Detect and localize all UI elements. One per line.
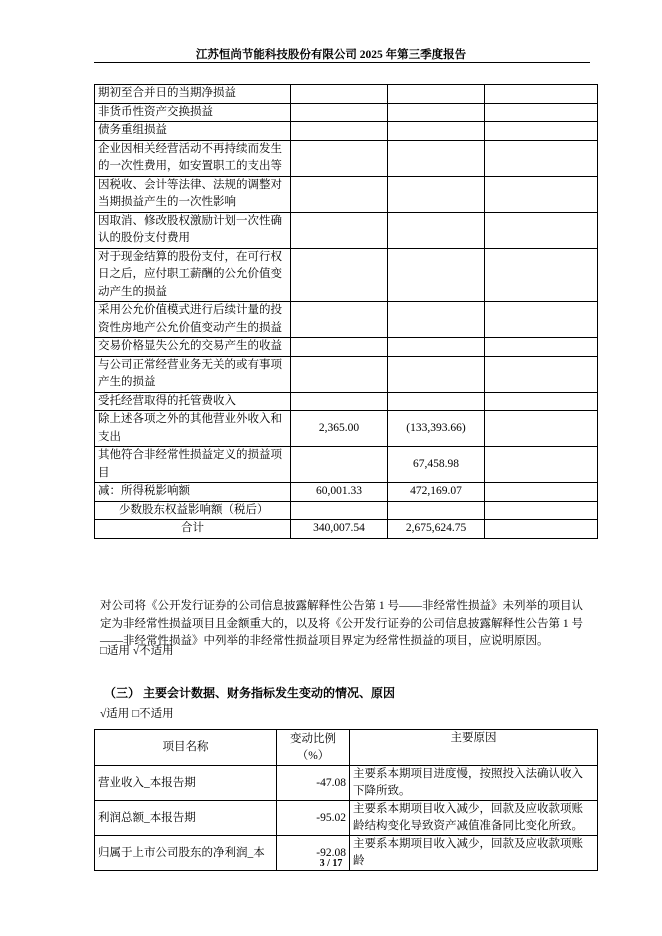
cell-ytd	[388, 356, 485, 392]
cell-ytd: (133,393.66)	[388, 411, 485, 447]
page-number: 3 / 17	[319, 858, 343, 869]
cell-note	[485, 122, 598, 141]
table-header-row	[95, 730, 598, 766]
cell-note	[485, 447, 598, 483]
table-row	[95, 411, 598, 447]
cell-ytd	[388, 338, 485, 357]
applicability-options: □适用 √不适用	[100, 645, 174, 657]
cell-ytd	[388, 140, 485, 176]
cell-note	[485, 176, 598, 212]
change-ratio: -95.02	[277, 801, 350, 836]
row-label: 对于现金结算的股份支付，在可行权日之后，应付职工薪酬的公允价值变动产生的损益	[95, 248, 291, 302]
table-row	[95, 356, 598, 392]
cell-ytd: 472,169.07	[388, 483, 485, 502]
cell-note	[485, 302, 598, 338]
table-row	[95, 248, 598, 302]
cell-note	[485, 501, 598, 520]
row-label: 其他符合非经常性损益定义的损益项目	[95, 447, 291, 483]
table-row	[95, 766, 598, 801]
row-label: 非货币性资产交换损益	[95, 103, 291, 122]
cell-note	[485, 85, 598, 104]
cell-current	[291, 338, 388, 357]
cell-current	[291, 85, 388, 104]
row-label: 期初至合并日的当期净损益	[95, 85, 291, 104]
item-name: 营业收入_本报告期	[95, 766, 277, 801]
cell-ytd	[388, 103, 485, 122]
row-label: 采用公允价值模式进行后续计量的投资性房地产公允价值变动产生的损益	[95, 302, 291, 338]
row-label: 债务重组损益	[95, 122, 291, 141]
row-label: 除上述各项之外的其他营业外收入和支出	[95, 411, 291, 447]
cell-note	[485, 338, 598, 357]
main-reason: 主要系本期项目进度慢，按照投入法确认收入下降所致。	[350, 766, 598, 801]
cell-current	[291, 356, 388, 392]
row-label: 受托经营取得的托管费收入	[95, 392, 291, 411]
cell-note	[485, 411, 598, 447]
cell-current	[291, 212, 388, 248]
cell-current	[291, 122, 388, 141]
change-ratio: -92.08	[277, 836, 350, 871]
cell-note	[485, 103, 598, 122]
item-name: 归属于上市公司股东的净利润_本	[95, 836, 277, 871]
table-row	[95, 140, 598, 176]
row-label: 因取消、修改股权激励计划一次性确认的股份支付费用	[95, 212, 291, 248]
cell-current	[291, 176, 388, 212]
table-row	[95, 801, 598, 836]
cell-current: 2,365.00	[291, 411, 388, 447]
table-row	[95, 520, 598, 539]
cell-note	[485, 248, 598, 302]
table-row	[95, 338, 598, 357]
table-row	[95, 392, 598, 411]
main-reason: 主要系本期项目收入减少，回款及应收款项账龄	[350, 836, 598, 871]
non-recurring-items-table	[94, 84, 598, 539]
cell-current	[291, 392, 388, 411]
row-label: 与公司正常经营业务无关的或有事项产生的损益	[95, 356, 291, 392]
cell-current	[291, 447, 388, 483]
table-row	[95, 483, 598, 502]
cell-ytd	[388, 176, 485, 212]
header-divider	[94, 62, 590, 63]
cell-note	[485, 212, 598, 248]
row-label: 减：所得税影响额	[95, 483, 291, 502]
cell-ytd	[388, 302, 485, 338]
table-row	[95, 212, 598, 248]
header-change-ratio: 变动比例（%）	[277, 730, 350, 766]
cell-current	[291, 501, 388, 520]
cell-ytd: 2,675,624.75	[388, 520, 485, 539]
cell-ytd	[388, 501, 485, 520]
cell-ytd	[388, 212, 485, 248]
cell-ytd: 67,458.98	[388, 447, 485, 483]
row-label: 企业因相关经营活动不再持续而发生的一次性费用，如安置职工的支出等	[95, 140, 291, 176]
cell-current	[291, 103, 388, 122]
table-row	[95, 302, 598, 338]
header-main-reason: 主要原因	[350, 730, 598, 766]
table-row	[95, 85, 598, 104]
header-item-name: 项目名称	[95, 730, 277, 766]
cell-ytd	[388, 248, 485, 302]
cell-ytd	[388, 122, 485, 141]
change-ratio: -47.08	[277, 766, 350, 801]
cell-note	[485, 520, 598, 539]
table-row	[95, 122, 598, 141]
cell-current	[291, 248, 388, 302]
row-label: 合计	[95, 520, 291, 539]
table-row	[95, 447, 598, 483]
table-row	[95, 103, 598, 122]
cell-note	[485, 140, 598, 176]
explanation-paragraph: 对公司将《公开发行证券的公司信息披露解释性公告第 1 号——非经常性损益》未列举的项目认定为非经常性损益项目且金额重大的，以及将《公开发行证券的公司信息披露解释性公告第 1 号——非经常性损益》中列举的非经常性损益项目界定为经常性损益的项目，应说明原因。	[100, 600, 583, 647]
cell-ytd	[388, 85, 485, 104]
main-reason: 主要系本期项目收入减少，回款及应收款项账龄结构变化导致资产减值准备同比变化所致。	[350, 801, 598, 836]
section-applicability-options: √适用 □不适用	[100, 708, 174, 720]
cell-current	[291, 302, 388, 338]
row-label: 因税收、会计等法律、法规的调整对当期损益产生的一次性影响	[95, 176, 291, 212]
cell-note	[485, 483, 598, 502]
cell-current: 340,007.54	[291, 520, 388, 539]
cell-current: 60,001.33	[291, 483, 388, 502]
row-label: 交易价格显失公允的交易产生的收益	[95, 338, 291, 357]
cell-note	[485, 356, 598, 392]
change-analysis-table	[94, 729, 598, 871]
page-header: 江苏恒尚节能科技股份有限公司 2025 年第三季度报告	[195, 49, 467, 61]
cell-ytd	[388, 392, 485, 411]
row-label: 少数股东权益影响额（税后）	[95, 501, 291, 520]
cell-current	[291, 140, 388, 176]
section-heading: （三） 主要会计数据、财务指标发生变动的情况、原因	[104, 686, 396, 700]
table-row	[95, 501, 598, 520]
item-name: 利润总额_本报告期	[95, 801, 277, 836]
cell-note	[485, 392, 598, 411]
table-row	[95, 176, 598, 212]
